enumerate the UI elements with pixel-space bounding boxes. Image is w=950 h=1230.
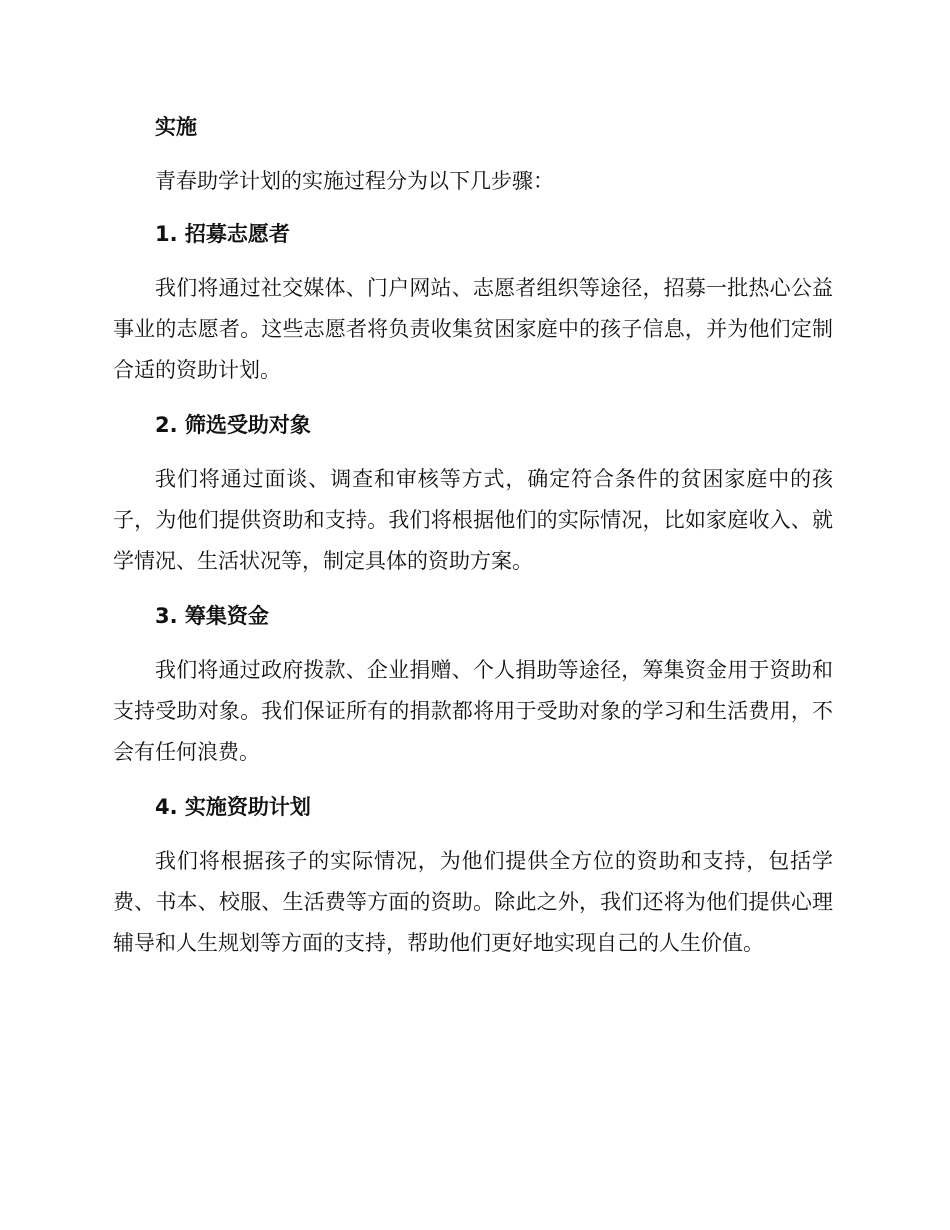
section-body-recruit-volunteers: 我们将通过社交媒体、门户网站、志愿者组织等途径，招募一批热心公益事业的志愿者。这些志愿者将负责收集贫困家庭中的孩子信息，并为他们定制合适的资助计划。: [113, 276, 833, 382]
section-heading-implement-plan: 4. 实施资助计划: [155, 795, 311, 819]
document-title: 实施: [155, 115, 197, 139]
intro-paragraph: 青春助学计划的实施过程分为以下几步骤：: [155, 169, 554, 193]
section-body-implement-plan: 我们将根据孩子的实际情况，为他们提供全方位的资助和支持，包括学费、书本、校服、生活费等方面的资助。除此之外，我们还将为他们提供心理辅导和人生规划等方面的支持，帮助他们更好地实现自己的人生价值。: [113, 849, 833, 955]
section-body-select-recipients: 我们将通过面谈、调查和审核等方式，确定符合条件的贫困家庭中的孩子，为他们提供资助和支持。我们将根据他们的实际情况，比如家庭收入、就学情况、生活状况等，制定具体的资助方案。: [113, 467, 833, 573]
section-heading-recruit-volunteers: 1. 招募志愿者: [155, 222, 290, 246]
section-heading-select-recipients: 2. 筛选受助对象: [155, 413, 311, 437]
section-heading-raise-funds: 3. 筹集资金: [155, 604, 269, 628]
document-content: [113, 105, 833, 976]
section-body-raise-funds: 我们将通过政府拨款、企业捐赠、个人捐助等途径，筹集资金用于资助和支持受助对象。我们保证所有的捐款都将用于受助对象的学习和生活费用，不会有任何浪费。: [113, 658, 833, 764]
